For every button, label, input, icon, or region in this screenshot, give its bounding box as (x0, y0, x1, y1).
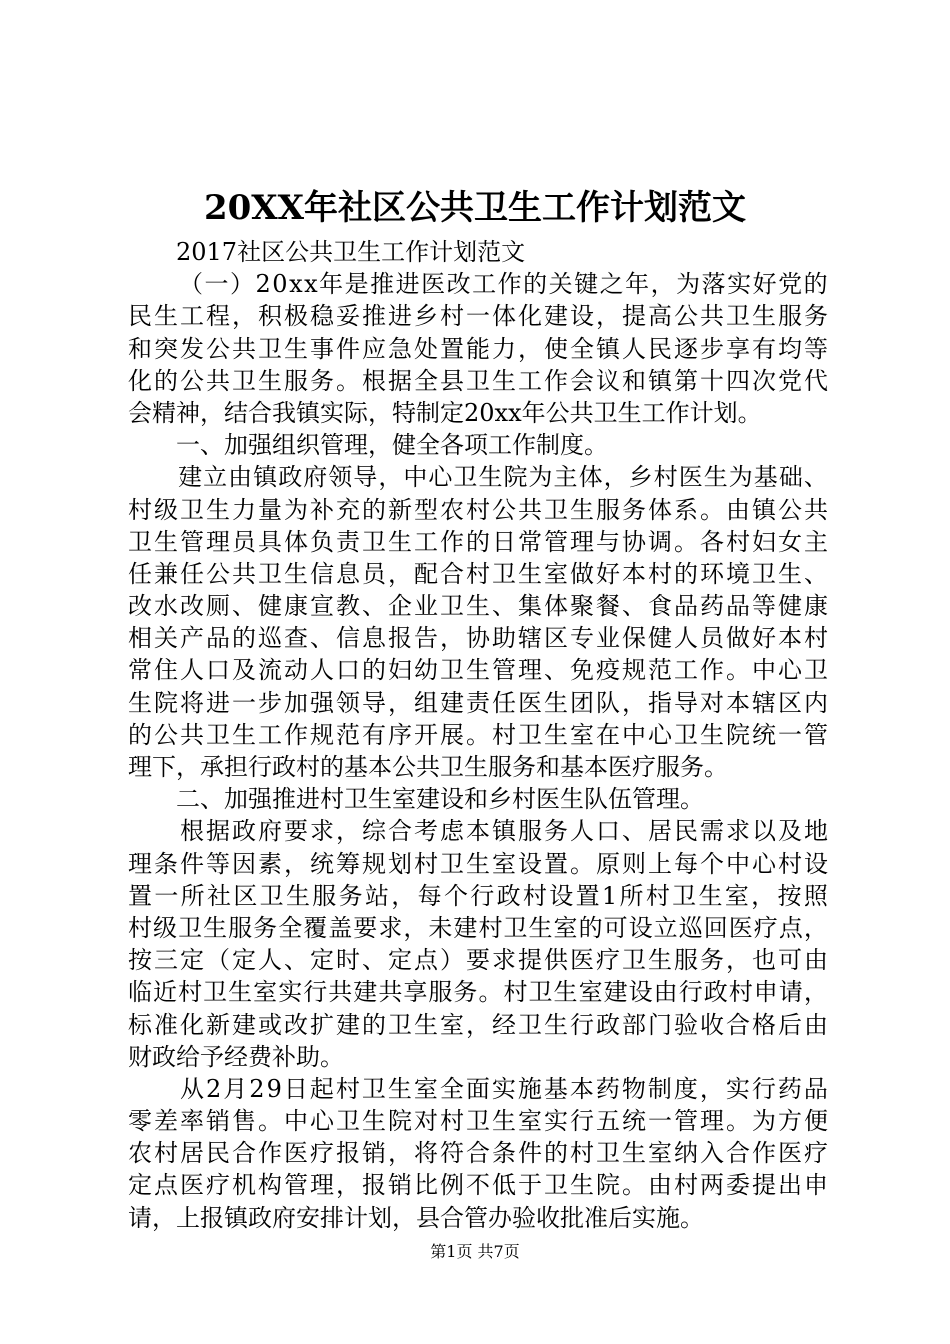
text-line: 零 差 率 销 售 。 中 心 卫 生 院 对 村 卫 生 室 实 行 五 统 一 管 理 。 为 方 便 (128, 1107, 828, 1136)
text-line: 化 的 公 共 卫 生 服 务 。 根 据 全 县 卫 生 工 作 会 议 和 镇 第 十 四 次 党 代 (128, 366, 828, 395)
text-line: 卫 生 管 理 员 具 体 负 责 卫 生 工 作 的 日 常 管 理 与 协 调 。 各 村 妇 女 主 (128, 527, 828, 556)
text-line: 建 立 由 镇 政 府 领 导 ， 中 心 卫 生 院 为 主 体 ， 乡 村 医 生 为 基 础 、 (178, 463, 828, 492)
text-line: 从 2 月 2 9 日 起 村 卫 生 室 全 面 实 施 基 本 药 物 制 度 ， 实 行 药 品 (180, 1074, 828, 1103)
text-line: 置 一 所 社 区 卫 生 服 务 站 ， 每 个 行 政 村 设 置 1 所 村 卫 生 室 ， 按 照 (128, 881, 828, 910)
text-line: 的 公 共 卫 生 工 作 规 范 有 序 开 展 。 村 卫 生 室 在 中 心 卫 生 院 统 一 管 (128, 720, 828, 749)
text-line: 理 条 件 等 因 素 ， 统 筹 规 划 村 卫 生 室 设 置 。 原 则 上 每 个 中 心 村 设 (128, 849, 828, 878)
text-line: 请，上报镇政府安排计划，县合管办验收批准后实施。 (128, 1203, 704, 1232)
text-line: 财政给予经费补助。 (128, 1042, 344, 1071)
text-line: 临 近 村 卫 生 室 实 行 共 建 共 享 服 务 。 村 卫 生 室 建 设 由 行 政 村 申 请 ， (128, 978, 828, 1007)
text-line: 根 据 政 府 要 求 ， 综 合 考 虑 本 镇 服 务 人 口 、 居 民 需 求 以 及 地 (180, 817, 828, 846)
text-line: 农 村 居 民 合 作 医 疗 报 销 ， 将 符 合 条 件 的 村 卫 生 室 纳 入 合 作 医 疗 (128, 1139, 828, 1168)
text-line: 理下，承担行政村的基本公共卫生服务和基本医疗服务。 (128, 753, 728, 781)
document-title: 20XX年社区公共卫生工作计划范文 (203, 188, 747, 228)
text-line: 任 兼 任 公 共 卫 生 信 息 员 ， 配 合 村 卫 生 室 做 好 本 村 的 环 境 卫 生 、 (128, 559, 828, 588)
text-line: 定 点 医 疗 机 构 管 理 ， 报 销 比 例 不 低 于 卫 生 院 。 由 村 两 委 提 出 申 (128, 1171, 828, 1200)
text-line: 改 水 改 厕 、 健 康 宣 教 、 企 业 卫 生 、 集 体 聚 餐 、 食 品 药 品 等 健 康 (128, 592, 828, 621)
text-line: 生 院 将 进 一 步 加 强 领 导 ， 组 建 责 任 医 生 团 队 ， 指 导 对 本 辖 区 内 (128, 688, 828, 717)
text-line: 村 级 卫 生 服 务 全 覆 盖 要 求 ， 未 建 村 卫 生 室 的 可 设 立 巡 回 医 疗 点 ， (128, 913, 828, 942)
text-line: 相 关 产 品 的 巡 查 、 信 息 报 告 ， 协 助 辖 区 专 业 保 健 人 员 做 好 本 村 (128, 624, 828, 653)
text-line: 按 三 定 （ 定 人 、 定 时 、 定 点 ） 要 求 提 供 医 疗 卫 生 服 务 ， 也 可 由 (128, 946, 828, 975)
text-line: 标 准 化 新 建 或 改 扩 建 的 卫 生 室 ， 经 卫 生 行 政 部 门 验 收 合 格 后 由 (128, 1010, 828, 1039)
text-line: 一、加强组织管理，健全各项工作制度。 (128, 431, 608, 460)
document-body (128, 236, 828, 1234)
text-line: 2017社区公共卫生工作计划范文 (128, 238, 526, 266)
text-line: （ 一 ） 2 0 x x 年 是 推 进 医 改 工 作 的 关 键 之 年 ， 为 落 实 好 党 的 (179, 270, 828, 299)
text-line: 民 生 工 程 ， 积 极 稳 妥 推 进 乡 村 一 体 化 建 设 ， 提 高 公 共 卫 生 服 务 (128, 302, 828, 331)
text-line: 村 级 卫 生 力 量 为 补 充 的 新 型 农 村 公 共 卫 生 服 务 体 系 。 由 镇 公 共 (128, 495, 828, 524)
text-line: 和 突 发 公 共 卫 生 事 件 应 急 处 置 能 力 ， 使 全 镇 人 民 逐 步 享 有 均 等 (128, 334, 828, 363)
page-footer: 第1页 共7页 (430, 1242, 520, 1261)
text-line: 会精神，结合我镇实际，特制定20xx年公共卫生工作计划。 (128, 398, 762, 427)
text-line: 二、加强推进村卫生室建设和乡村医生队伍管理。 (128, 785, 704, 814)
text-line: 常 住 人 口 及 流 动 人 口 的 妇 幼 卫 生 管 理 、 免 疫 规 范 工 作 。 中 心 卫 (128, 656, 828, 685)
